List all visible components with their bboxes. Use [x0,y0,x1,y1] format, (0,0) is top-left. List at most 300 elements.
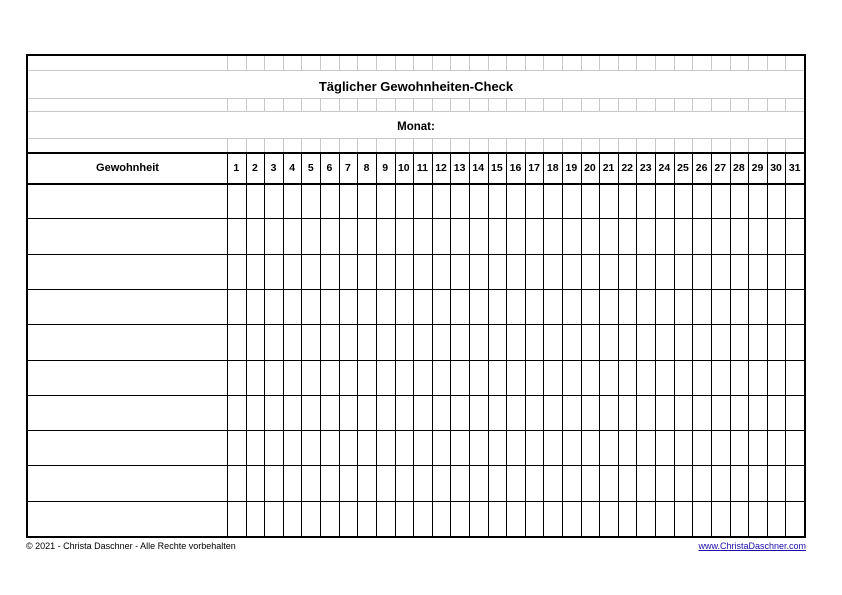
day-check-cell[interactable] [693,326,711,359]
day-check-cell[interactable] [786,256,804,289]
day-check-cell[interactable] [600,467,618,500]
day-check-cell[interactable] [619,362,637,395]
day-check-cell[interactable] [358,467,376,500]
day-check-cell[interactable] [321,397,339,430]
day-check-cell[interactable] [284,432,302,465]
day-check-cell[interactable] [228,397,246,430]
day-check-cell[interactable] [265,291,283,324]
day-check-cell[interactable] [563,397,581,430]
day-check-cell[interactable] [228,291,246,324]
day-check-cell[interactable] [396,291,414,324]
day-check-cell[interactable] [247,432,265,465]
day-check-cell[interactable] [302,467,320,500]
day-check-cell[interactable] [637,503,655,536]
day-check-cell[interactable] [451,362,469,395]
day-check-cell[interactable] [786,397,804,430]
day-check-cell[interactable] [619,326,637,359]
day-check-cell[interactable] [544,362,562,395]
habit-name-cell[interactable] [28,256,227,289]
day-check-cell[interactable] [563,220,581,253]
day-check-cell[interactable] [228,432,246,465]
day-check-cell[interactable] [731,185,749,218]
day-check-cell[interactable] [470,291,488,324]
day-check-cell[interactable] [489,291,507,324]
day-check-cell[interactable] [786,185,804,218]
day-check-cell[interactable] [544,256,562,289]
day-check-cell[interactable] [247,185,265,218]
day-check-cell[interactable] [582,256,600,289]
day-check-cell[interactable] [563,256,581,289]
day-check-cell[interactable] [340,220,358,253]
day-check-cell[interactable] [228,362,246,395]
day-check-cell[interactable] [582,185,600,218]
day-check-cell[interactable] [340,256,358,289]
day-check-cell[interactable] [321,326,339,359]
day-check-cell[interactable] [600,503,618,536]
day-check-cell[interactable] [544,291,562,324]
day-check-cell[interactable] [358,362,376,395]
day-check-cell[interactable] [302,326,320,359]
day-check-cell[interactable] [768,503,786,536]
day-check-cell[interactable] [749,291,767,324]
day-check-cell[interactable] [768,291,786,324]
day-check-cell[interactable] [786,291,804,324]
day-check-cell[interactable] [507,291,525,324]
day-check-cell[interactable] [414,467,432,500]
day-check-cell[interactable] [507,220,525,253]
habit-name-cell[interactable] [28,185,227,218]
day-check-cell[interactable] [582,362,600,395]
day-check-cell[interactable] [265,503,283,536]
day-check-cell[interactable] [675,220,693,253]
day-check-cell[interactable] [302,503,320,536]
day-check-cell[interactable] [414,256,432,289]
day-check-cell[interactable] [321,432,339,465]
habit-name-cell[interactable] [28,291,227,324]
day-check-cell[interactable] [377,326,395,359]
day-check-cell[interactable] [358,397,376,430]
day-check-cell[interactable] [302,185,320,218]
day-check-cell[interactable] [768,256,786,289]
day-check-cell[interactable] [749,432,767,465]
day-check-cell[interactable] [284,503,302,536]
day-check-cell[interactable] [489,256,507,289]
day-check-cell[interactable] [228,326,246,359]
day-check-cell[interactable] [302,432,320,465]
day-check-cell[interactable] [712,397,730,430]
website-link[interactable]: www.ChristaDaschner.com [698,541,806,551]
day-check-cell[interactable] [656,326,674,359]
day-check-cell[interactable] [768,185,786,218]
day-check-cell[interactable] [433,432,451,465]
day-check-cell[interactable] [582,220,600,253]
day-check-cell[interactable] [358,432,376,465]
day-check-cell[interactable] [396,397,414,430]
day-check-cell[interactable] [712,362,730,395]
day-check-cell[interactable] [358,326,376,359]
day-check-cell[interactable] [284,291,302,324]
day-check-cell[interactable] [563,503,581,536]
day-check-cell[interactable] [321,220,339,253]
day-check-cell[interactable] [712,291,730,324]
day-check-cell[interactable] [302,397,320,430]
day-check-cell[interactable] [377,185,395,218]
day-check-cell[interactable] [396,185,414,218]
day-check-cell[interactable] [340,291,358,324]
day-check-cell[interactable] [544,185,562,218]
day-check-cell[interactable] [489,326,507,359]
day-check-cell[interactable] [768,432,786,465]
day-check-cell[interactable] [451,185,469,218]
day-check-cell[interactable] [377,503,395,536]
day-check-cell[interactable] [656,467,674,500]
day-check-cell[interactable] [414,291,432,324]
day-check-cell[interactable] [414,397,432,430]
day-check-cell[interactable] [228,467,246,500]
day-check-cell[interactable] [247,362,265,395]
day-check-cell[interactable] [489,397,507,430]
day-check-cell[interactable] [693,503,711,536]
day-check-cell[interactable] [247,220,265,253]
day-check-cell[interactable] [526,362,544,395]
day-check-cell[interactable] [377,467,395,500]
day-check-cell[interactable] [433,220,451,253]
day-check-cell[interactable] [749,220,767,253]
day-check-cell[interactable] [414,185,432,218]
day-check-cell[interactable] [544,467,562,500]
day-check-cell[interactable] [377,291,395,324]
day-check-cell[interactable] [768,326,786,359]
day-check-cell[interactable] [358,220,376,253]
day-check-cell[interactable] [340,362,358,395]
day-check-cell[interactable] [619,220,637,253]
day-check-cell[interactable] [712,256,730,289]
day-check-cell[interactable] [637,467,655,500]
day-check-cell[interactable] [544,220,562,253]
day-check-cell[interactable] [396,326,414,359]
day-check-cell[interactable] [451,432,469,465]
day-check-cell[interactable] [377,432,395,465]
day-check-cell[interactable] [451,220,469,253]
day-check-cell[interactable] [284,326,302,359]
day-check-cell[interactable] [582,326,600,359]
day-check-cell[interactable] [302,362,320,395]
day-check-cell[interactable] [507,467,525,500]
day-check-cell[interactable] [433,185,451,218]
day-check-cell[interactable] [414,503,432,536]
day-check-cell[interactable] [637,326,655,359]
day-check-cell[interactable] [507,185,525,218]
day-check-cell[interactable] [563,362,581,395]
day-check-cell[interactable] [731,326,749,359]
day-check-cell[interactable] [600,256,618,289]
day-check-cell[interactable] [619,432,637,465]
habit-name-cell[interactable] [28,432,227,465]
day-check-cell[interactable] [712,185,730,218]
day-check-cell[interactable] [414,362,432,395]
day-check-cell[interactable] [377,362,395,395]
day-check-cell[interactable] [228,256,246,289]
day-check-cell[interactable] [712,467,730,500]
day-check-cell[interactable] [786,432,804,465]
day-check-cell[interactable] [675,185,693,218]
day-check-cell[interactable] [656,397,674,430]
day-check-cell[interactable] [228,220,246,253]
day-check-cell[interactable] [544,397,562,430]
day-check-cell[interactable] [731,220,749,253]
day-check-cell[interactable] [340,467,358,500]
day-check-cell[interactable] [712,326,730,359]
day-check-cell[interactable] [619,291,637,324]
day-check-cell[interactable] [693,362,711,395]
day-check-cell[interactable] [693,467,711,500]
day-check-cell[interactable] [302,291,320,324]
day-check-cell[interactable] [582,432,600,465]
day-check-cell[interactable] [265,256,283,289]
day-check-cell[interactable] [749,397,767,430]
day-check-cell[interactable] [563,467,581,500]
day-check-cell[interactable] [731,467,749,500]
day-check-cell[interactable] [563,432,581,465]
day-check-cell[interactable] [247,326,265,359]
day-check-cell[interactable] [358,256,376,289]
day-check-cell[interactable] [749,362,767,395]
day-check-cell[interactable] [675,467,693,500]
day-check-cell[interactable] [600,185,618,218]
day-check-cell[interactable] [340,326,358,359]
day-check-cell[interactable] [582,291,600,324]
day-check-cell[interactable] [470,432,488,465]
day-check-cell[interactable] [396,503,414,536]
day-check-cell[interactable] [582,467,600,500]
day-check-cell[interactable] [433,291,451,324]
day-check-cell[interactable] [451,326,469,359]
month-field[interactable]: Monat: [28,118,804,136]
day-check-cell[interactable] [675,256,693,289]
day-check-cell[interactable] [302,256,320,289]
day-check-cell[interactable] [284,256,302,289]
day-check-cell[interactable] [284,397,302,430]
day-check-cell[interactable] [637,291,655,324]
day-check-cell[interactable] [637,397,655,430]
day-check-cell[interactable] [600,220,618,253]
day-check-cell[interactable] [693,256,711,289]
day-check-cell[interactable] [340,503,358,536]
day-check-cell[interactable] [507,326,525,359]
day-check-cell[interactable] [451,291,469,324]
day-check-cell[interactable] [749,256,767,289]
day-check-cell[interactable] [489,503,507,536]
day-check-cell[interactable] [321,256,339,289]
day-check-cell[interactable] [731,397,749,430]
day-check-cell[interactable] [265,220,283,253]
day-check-cell[interactable] [489,185,507,218]
day-check-cell[interactable] [451,467,469,500]
day-check-cell[interactable] [489,432,507,465]
day-check-cell[interactable] [712,220,730,253]
habit-name-cell[interactable] [28,503,227,536]
day-check-cell[interactable] [340,185,358,218]
day-check-cell[interactable] [321,185,339,218]
day-check-cell[interactable] [321,291,339,324]
day-check-cell[interactable] [544,503,562,536]
day-check-cell[interactable] [321,467,339,500]
day-check-cell[interactable] [377,397,395,430]
day-check-cell[interactable] [675,326,693,359]
day-check-cell[interactable] [340,397,358,430]
day-check-cell[interactable] [470,220,488,253]
day-check-cell[interactable] [396,362,414,395]
day-check-cell[interactable] [656,256,674,289]
day-check-cell[interactable] [451,503,469,536]
day-check-cell[interactable] [470,256,488,289]
day-check-cell[interactable] [247,503,265,536]
day-check-cell[interactable] [489,467,507,500]
day-check-cell[interactable] [526,503,544,536]
day-check-cell[interactable] [563,291,581,324]
day-check-cell[interactable] [749,326,767,359]
day-check-cell[interactable] [675,503,693,536]
day-check-cell[interactable] [582,503,600,536]
day-check-cell[interactable] [749,185,767,218]
day-check-cell[interactable] [675,432,693,465]
day-check-cell[interactable] [768,362,786,395]
day-check-cell[interactable] [340,432,358,465]
day-check-cell[interactable] [637,432,655,465]
day-check-cell[interactable] [247,397,265,430]
day-check-cell[interactable] [526,256,544,289]
day-check-cell[interactable] [265,467,283,500]
day-check-cell[interactable] [265,397,283,430]
day-check-cell[interactable] [619,503,637,536]
day-check-cell[interactable] [749,467,767,500]
day-check-cell[interactable] [247,256,265,289]
day-check-cell[interactable] [526,397,544,430]
day-check-cell[interactable] [693,185,711,218]
day-check-cell[interactable] [433,397,451,430]
day-check-cell[interactable] [786,326,804,359]
day-check-cell[interactable] [284,185,302,218]
day-check-cell[interactable] [656,362,674,395]
day-check-cell[interactable] [675,291,693,324]
day-check-cell[interactable] [433,256,451,289]
day-check-cell[interactable] [470,397,488,430]
day-check-cell[interactable] [358,291,376,324]
day-check-cell[interactable] [563,185,581,218]
day-check-cell[interactable] [619,397,637,430]
day-check-cell[interactable] [396,220,414,253]
day-check-cell[interactable] [265,362,283,395]
day-check-cell[interactable] [637,362,655,395]
day-check-cell[interactable] [731,256,749,289]
day-check-cell[interactable] [507,362,525,395]
day-check-cell[interactable] [321,362,339,395]
day-check-cell[interactable] [265,185,283,218]
day-check-cell[interactable] [470,503,488,536]
day-check-cell[interactable] [489,362,507,395]
day-check-cell[interactable] [544,326,562,359]
day-check-cell[interactable] [470,185,488,218]
day-check-cell[interactable] [600,326,618,359]
day-check-cell[interactable] [619,467,637,500]
day-check-cell[interactable] [731,291,749,324]
day-check-cell[interactable] [358,185,376,218]
day-check-cell[interactable] [712,432,730,465]
day-check-cell[interactable] [451,256,469,289]
day-check-cell[interactable] [321,503,339,536]
day-check-cell[interactable] [731,432,749,465]
day-check-cell[interactable] [396,432,414,465]
day-check-cell[interactable] [451,397,469,430]
day-check-cell[interactable] [693,397,711,430]
day-check-cell[interactable] [433,362,451,395]
day-check-cell[interactable] [284,362,302,395]
day-check-cell[interactable] [470,467,488,500]
day-check-cell[interactable] [731,503,749,536]
day-check-cell[interactable] [786,220,804,253]
day-check-cell[interactable] [526,467,544,500]
day-check-cell[interactable] [507,397,525,430]
day-check-cell[interactable] [768,220,786,253]
day-check-cell[interactable] [544,432,562,465]
day-check-cell[interactable] [414,432,432,465]
habit-name-cell[interactable] [28,362,227,395]
day-check-cell[interactable] [526,326,544,359]
day-check-cell[interactable] [507,256,525,289]
day-check-cell[interactable] [433,467,451,500]
day-check-cell[interactable] [247,467,265,500]
day-check-cell[interactable] [675,362,693,395]
day-check-cell[interactable] [302,220,320,253]
day-check-cell[interactable] [786,362,804,395]
day-check-cell[interactable] [600,362,618,395]
day-check-cell[interactable] [693,220,711,253]
day-check-cell[interactable] [675,397,693,430]
day-check-cell[interactable] [228,503,246,536]
day-check-cell[interactable] [693,291,711,324]
day-check-cell[interactable] [507,503,525,536]
day-check-cell[interactable] [358,503,376,536]
day-check-cell[interactable] [637,185,655,218]
day-check-cell[interactable] [265,326,283,359]
day-check-cell[interactable] [656,185,674,218]
day-check-cell[interactable] [247,291,265,324]
day-check-cell[interactable] [600,291,618,324]
day-check-cell[interactable] [396,467,414,500]
day-check-cell[interactable] [563,326,581,359]
day-check-cell[interactable] [619,256,637,289]
day-check-cell[interactable] [265,432,283,465]
day-check-cell[interactable] [637,256,655,289]
day-check-cell[interactable] [228,185,246,218]
day-check-cell[interactable] [768,397,786,430]
day-check-cell[interactable] [656,291,674,324]
day-check-cell[interactable] [693,432,711,465]
habit-name-cell[interactable] [28,220,227,253]
day-check-cell[interactable] [507,432,525,465]
day-check-cell[interactable] [656,503,674,536]
day-check-cell[interactable] [731,362,749,395]
day-check-cell[interactable] [526,432,544,465]
habit-name-cell[interactable] [28,467,227,500]
day-check-cell[interactable] [582,397,600,430]
day-check-cell[interactable] [433,503,451,536]
day-check-cell[interactable] [414,326,432,359]
day-check-cell[interactable] [768,467,786,500]
day-check-cell[interactable] [489,220,507,253]
day-check-cell[interactable] [526,220,544,253]
day-check-cell[interactable] [656,220,674,253]
